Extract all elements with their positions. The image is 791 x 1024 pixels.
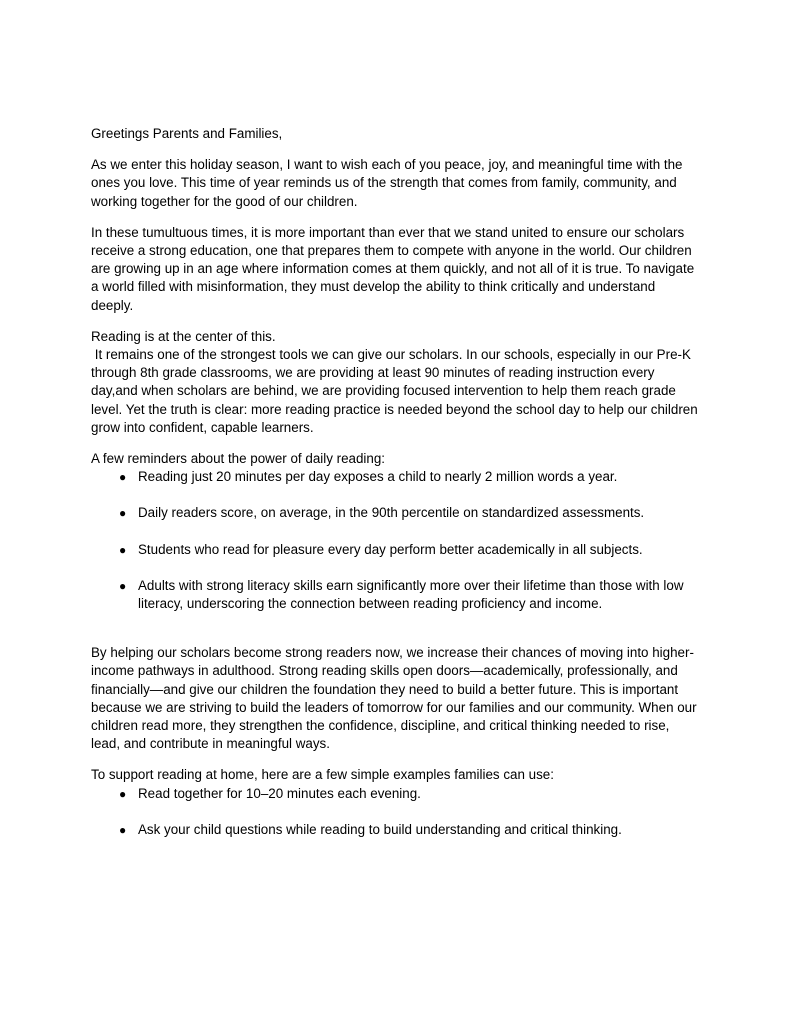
section-gap — [91, 613, 701, 644]
paragraph-support-home-intro: To support reading at home, here are a few simple examples families can use: — [91, 767, 554, 783]
bullet-icon: ● — [119, 470, 127, 485]
list-item-text: Read together for 10–20 minutes each evening. — [138, 785, 421, 801]
bullet-icon: ● — [119, 578, 127, 593]
letter-body — [91, 125, 701, 839]
paragraph-reading-tools: It remains one of the strongest tools we can give our scholars. In our schools, especially in our Pre-K through 8th grade classrooms, we are providing at least 90 minutes of reading instruction every day,and when scholars are behind, we are providing focused intervention to help them reach grade level. Yet the truth is clear: more reading practice is needed beyond the school day to help our children grow into confident, capable learners. — [91, 347, 702, 435]
reminders-list — [91, 468, 701, 613]
support-home-list — [91, 785, 701, 839]
list-item-text: Adults with strong literacy skills earn significantly more over their lifetime than those with low literacy, underscoring the connection between reading proficiency and income. — [138, 577, 684, 612]
list-item — [91, 468, 701, 486]
paragraph-holiday-season: As we enter this holiday season, I want to wish each of you peace, joy, and meaningful time with the ones you love. This time of year reminds us of the strength that comes from family, community, and working together for the good of our children. — [91, 157, 687, 209]
paragraph-reminders-intro: A few reminders about the power of daily reading: — [91, 451, 386, 467]
bullet-icon: ● — [119, 822, 127, 837]
paragraph-strong-readers: By helping our scholars become strong readers now, we increase their chances of moving into higher-income pathways in adulthood. Strong reading skills open doors—academically, professionally, and financially—and give our children the foundation they need to build a better future. This is important because we are striving to build the leaders of tomorrow for our families and our community. When our children read more, they strengthen the confidence, discipline, and critical thinking needed to rise, lead, and contribute in meaningful ways. — [91, 645, 701, 752]
list-item-text: Ask your child questions while reading to build understanding and critical thinking. — [138, 821, 622, 837]
list-item — [91, 504, 701, 522]
list-item — [91, 541, 701, 559]
greeting-line: Greetings Parents and Families, — [91, 126, 283, 141]
list-item-text: Reading just 20 minutes per day exposes a child to nearly 2 million words a year. — [138, 469, 618, 485]
paragraph-tumultuous-times: In these tumultuous times, it is more important than ever that we stand united to ensure our scholars receive a strong education, one that prepares them to compete with anyone in the world. Our children are growing up in an age where information comes at them quickly, and not all of it is true. To navigate a world filled with misinformation, they must develop the ability to think critically and understand deeply. — [91, 224, 698, 313]
list-item — [91, 785, 701, 803]
paragraph-reading-center: Reading is at the center of this. — [91, 328, 276, 344]
list-item-text: Students who read for pleasure every day perform better academically in all subjects. — [138, 541, 643, 557]
list-item — [91, 821, 701, 839]
bullet-icon: ● — [119, 786, 127, 801]
list-item — [91, 577, 701, 613]
bullet-icon: ● — [119, 542, 127, 557]
bullet-icon: ● — [119, 506, 127, 521]
list-item-text: Daily readers score, on average, in the 90th percentile on standardized assessments. — [138, 505, 645, 521]
